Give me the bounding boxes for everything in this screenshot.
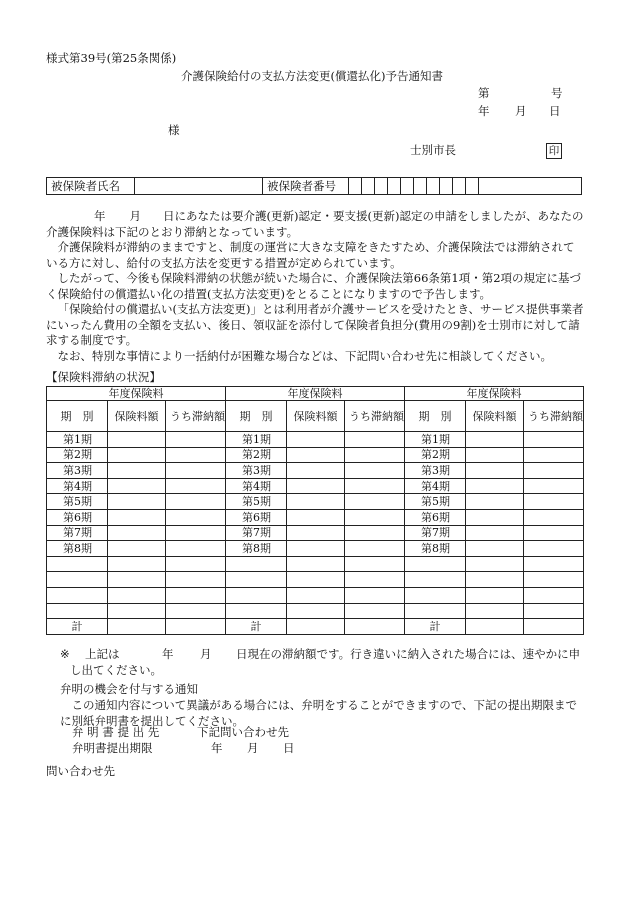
table-row [47, 509, 226, 525]
period-cell: 第1期 [47, 432, 108, 448]
table-row [226, 478, 405, 494]
arrears-cell[interactable] [166, 509, 226, 525]
premium-cell[interactable] [287, 478, 345, 494]
period-cell: 第2期 [47, 447, 108, 463]
table-row [47, 556, 226, 572]
period-cell: 第1期 [405, 432, 466, 448]
arrears-cell[interactable] [166, 603, 226, 619]
table-row [226, 556, 405, 572]
premium-cell[interactable] [287, 509, 345, 525]
premium-cell[interactable] [287, 525, 345, 541]
premium-cell[interactable] [108, 494, 166, 510]
arrears-cell[interactable] [524, 587, 584, 603]
table-row [226, 541, 405, 557]
appeal-text: この通知内容について異議がある場合には、弁明をすることができますので、下記の提出期限までに別紙弁明書を提出してください。 [60, 698, 578, 728]
premium-column-header: 保険料額 [108, 401, 166, 432]
appeal-deadline-day: 日 [283, 741, 295, 755]
arrears-cell[interactable] [345, 478, 405, 494]
premium-cell[interactable] [108, 447, 166, 463]
arrears-cell[interactable] [524, 478, 584, 494]
premium-cell[interactable] [466, 572, 524, 588]
arrears-cell[interactable] [166, 463, 226, 479]
premium-cell[interactable] [108, 509, 166, 525]
arrears-cell[interactable] [166, 541, 226, 557]
table-row [405, 432, 584, 448]
table-row [47, 572, 226, 588]
paragraph-3: したがって、今後も保険料滞納の状態が続いた場合に、介護保険法第66条第1項・第2項の規定に基づく保険給付の償還払い化の措置(支払方法変更)をとることになりますので予告します。 [46, 271, 582, 301]
insured-number-tail [479, 178, 581, 194]
period-cell [47, 587, 108, 603]
period-cell: 第8期 [226, 541, 287, 557]
table-row [47, 525, 226, 541]
period-column-header: 期 別 [226, 401, 287, 432]
period-cell: 第7期 [226, 525, 287, 541]
table-row [47, 463, 226, 479]
table-row [47, 494, 226, 510]
period-cell: 第2期 [226, 447, 287, 463]
table-row [226, 525, 405, 541]
period-cell: 第7期 [405, 525, 466, 541]
arrears-cell[interactable] [524, 463, 584, 479]
premium-cell[interactable] [108, 463, 166, 479]
arrears-column-header: うち滞納額 [524, 401, 584, 432]
insured-number-digit[interactable] [466, 178, 479, 194]
arrears-cell[interactable] [524, 556, 584, 572]
table-row [405, 478, 584, 494]
premium-total-cell[interactable] [466, 619, 524, 635]
insured-number-digit[interactable] [349, 178, 362, 194]
premium-cell[interactable] [287, 494, 345, 510]
insured-number-digit[interactable] [362, 178, 375, 194]
period-cell [47, 572, 108, 588]
period-cell [226, 587, 287, 603]
period-column-header: 期 別 [47, 401, 108, 432]
table-row [405, 572, 584, 588]
premium-cell[interactable] [466, 478, 524, 494]
premium-cell[interactable] [287, 603, 345, 619]
p1-year: 年 [94, 209, 106, 223]
note-prefix: 上記は [85, 647, 120, 661]
arrears-cell[interactable] [345, 447, 405, 463]
seal-stamp: 印 [546, 143, 562, 159]
appeal-deadline-label: 弁明書提出期限 [72, 741, 153, 755]
table-row [405, 509, 584, 525]
total-label: 計 [47, 619, 108, 635]
arrears-cell[interactable] [524, 494, 584, 510]
table-row [47, 432, 226, 448]
premium-cell[interactable] [108, 541, 166, 557]
note-month: 月 [200, 647, 212, 661]
form-number: 様式第39号(第25条関係) [46, 51, 177, 65]
fiscal-year-header: 年度保険料 [47, 387, 226, 401]
period-cell: 第4期 [47, 478, 108, 494]
period-cell: 第3期 [226, 463, 287, 479]
arrears-cell[interactable] [345, 494, 405, 510]
insured-number-digit[interactable] [401, 178, 414, 194]
table-row [226, 463, 405, 479]
arrears-cell[interactable] [166, 525, 226, 541]
period-cell: 第4期 [405, 478, 466, 494]
arrears-cell[interactable] [524, 572, 584, 588]
fiscal-year-header: 年度保険料 [226, 387, 405, 401]
premium-cell[interactable] [466, 447, 524, 463]
period-cell: 第6期 [405, 509, 466, 525]
table-row [226, 572, 405, 588]
total-label: 計 [405, 619, 466, 635]
arrears-cell[interactable] [166, 478, 226, 494]
period-cell: 第5期 [405, 494, 466, 510]
premium-cell[interactable] [108, 603, 166, 619]
arrears-cell[interactable] [345, 603, 405, 619]
table-row [226, 509, 405, 525]
paragraph-2: 介護保険料が滞納のままですと、制度の運営に大きな支障をきたすため、介護保険法では滞納されている方に対し、給付の支払方法を変更する措置が定められています。 [46, 240, 575, 270]
premium-cell[interactable] [287, 572, 345, 588]
arrears-cell[interactable] [345, 509, 405, 525]
table-row [405, 556, 584, 572]
premium-cell[interactable] [466, 494, 524, 510]
arrears-cell[interactable] [166, 556, 226, 572]
premium-total-cell[interactable] [287, 619, 345, 635]
note-year: 年 [162, 647, 174, 661]
paragraph-4: 「保険給付の償還払い(支払方法変更)」とは利用者が介護サービスを受けたとき、サービス提供事業者にいったん費用の全額を支払い、後日、領収証を添付して保険者負担分(費用の9割)を士別市に対して請求する制度です。 [46, 302, 584, 347]
period-cell: 第5期 [47, 494, 108, 510]
table-row [47, 478, 226, 494]
issue-date-month: 月 [515, 104, 527, 118]
insured-name-label: 被保険者氏名 [47, 178, 135, 194]
arrears-cell[interactable] [524, 525, 584, 541]
premium-cell[interactable] [108, 432, 166, 448]
insured-number-digit[interactable] [388, 178, 401, 194]
arrears-cell[interactable] [345, 541, 405, 557]
insured-name-field[interactable] [135, 178, 263, 194]
arrears-cell[interactable] [345, 587, 405, 603]
note-text: 日現在の滞納額です。行き違いに納入された場合には、速やかに申 [236, 647, 581, 661]
period-cell [226, 603, 287, 619]
period-cell: 第6期 [226, 509, 287, 525]
table-row [226, 447, 405, 463]
period-cell: 第4期 [226, 478, 287, 494]
arrears-cell[interactable] [166, 587, 226, 603]
period-cell [405, 556, 466, 572]
arrears-cell[interactable] [524, 432, 584, 448]
period-cell [226, 572, 287, 588]
insured-number-digit[interactable] [440, 178, 453, 194]
arrears-column-header: うち滞納額 [345, 401, 405, 432]
premium-cell[interactable] [108, 556, 166, 572]
table-row [405, 587, 584, 603]
insured-person-row [46, 177, 582, 195]
p1-month: 月 [129, 209, 141, 223]
premium-cell[interactable] [466, 603, 524, 619]
premium-cell[interactable] [466, 525, 524, 541]
period-cell: 第2期 [405, 447, 466, 463]
total-label: 計 [226, 619, 287, 635]
table-row [405, 603, 584, 619]
arrears-cell[interactable] [524, 603, 584, 619]
period-cell [226, 556, 287, 572]
recipient-suffix: 様 [168, 123, 180, 137]
arrears-total-cell[interactable] [524, 619, 584, 635]
appeal-heading: 弁明の機会を付与する通知 [60, 682, 198, 696]
doc-number-suffix: 号 [551, 86, 563, 100]
contact-label: 問い合わせ先 [46, 764, 115, 778]
total-row [47, 619, 226, 635]
premium-total-cell[interactable] [108, 619, 166, 635]
premium-cell[interactable] [287, 587, 345, 603]
premium-cell[interactable] [466, 509, 524, 525]
appeal-destination-value: 下記問い合わせ先 [197, 725, 289, 739]
premium-column-header: 保険料額 [466, 401, 524, 432]
premium-cell[interactable] [108, 525, 166, 541]
period-cell: 第5期 [226, 494, 287, 510]
arrears-total-cell[interactable] [345, 619, 405, 635]
issue-date-day: 日 [549, 104, 561, 118]
premium-cell[interactable] [466, 541, 524, 557]
arrears-cell[interactable] [345, 572, 405, 588]
arrears-cell[interactable] [524, 541, 584, 557]
arrears-total-cell[interactable] [166, 619, 226, 635]
premium-cell[interactable] [108, 478, 166, 494]
appeal-destination-label: 弁 明 書 提 出 先 [72, 725, 160, 739]
appeal-deadline-month: 月 [247, 741, 259, 755]
premium-column-header: 保険料額 [287, 401, 345, 432]
arrears-cell[interactable] [524, 509, 584, 525]
paragraph-5: なお、特別な事情により一括納付が困難な場合などは、下記問い合わせ先に相談してください。 [57, 349, 552, 363]
table-row [405, 541, 584, 557]
premium-table-3 [404, 386, 584, 635]
fiscal-year-header: 年度保険料 [405, 387, 584, 401]
premium-cell[interactable] [287, 432, 345, 448]
arrears-cell[interactable] [166, 494, 226, 510]
issuer: 士別市長 [410, 143, 456, 157]
period-cell: 第8期 [405, 541, 466, 557]
arrears-heading: 【保険料滞納の状況】 [46, 370, 161, 384]
arrears-cell[interactable] [345, 556, 405, 572]
period-cell [405, 603, 466, 619]
table-row [47, 587, 226, 603]
period-cell [47, 603, 108, 619]
premium-cell[interactable] [108, 572, 166, 588]
arrears-cell[interactable] [166, 432, 226, 448]
period-cell: 第1期 [226, 432, 287, 448]
table-row [405, 525, 584, 541]
period-cell: 第6期 [47, 509, 108, 525]
insured-number-digit[interactable] [427, 178, 440, 194]
premium-cell[interactable] [108, 587, 166, 603]
arrears-cell[interactable] [345, 463, 405, 479]
period-cell: 第3期 [405, 463, 466, 479]
premium-cell[interactable] [287, 463, 345, 479]
premium-cell[interactable] [287, 447, 345, 463]
total-row [405, 619, 584, 635]
period-cell: 第8期 [47, 541, 108, 557]
table-row [405, 494, 584, 510]
note-text-line2: し出てください。 [70, 663, 162, 677]
paragraph-1 [46, 209, 584, 240]
arrears-cell[interactable] [345, 432, 405, 448]
document-title: 介護保険給付の支払方法変更(償還払化)予告通知書 [181, 69, 443, 83]
insured-number-digit[interactable] [453, 178, 466, 194]
total-row [226, 619, 405, 635]
doc-number-prefix: 第 [478, 86, 490, 100]
issue-date-year: 年 [478, 104, 490, 118]
period-cell [405, 587, 466, 603]
period-cell [47, 556, 108, 572]
insured-number-label: 被保険者番号 [263, 178, 349, 194]
period-column-header: 期 別 [405, 401, 466, 432]
table-row [226, 432, 405, 448]
premium-table-1 [46, 386, 226, 635]
table-row [47, 447, 226, 463]
premium-cell[interactable] [466, 556, 524, 572]
arrears-cell[interactable] [166, 572, 226, 588]
arrears-cell[interactable] [524, 447, 584, 463]
table-row [405, 463, 584, 479]
arrears-cell[interactable] [345, 525, 405, 541]
appeal-deadline-year: 年 [211, 741, 223, 755]
premium-table-2 [225, 386, 405, 635]
period-cell [405, 572, 466, 588]
table-row [47, 541, 226, 557]
period-cell: 第3期 [47, 463, 108, 479]
premium-cell[interactable] [466, 587, 524, 603]
premium-cell[interactable] [287, 541, 345, 557]
table-row [226, 603, 405, 619]
period-cell: 第7期 [47, 525, 108, 541]
insured-number-digit[interactable] [414, 178, 427, 194]
insured-number-digit[interactable] [375, 178, 388, 194]
table-row [226, 587, 405, 603]
p1-text: 日にあなたは要介護(更新)認定・要支援(更新)認定の申請をしましたが、あなたの介護保険料は下記のとおり滞納となっています。 [46, 209, 584, 239]
arrears-column-header: うち滞納額 [166, 401, 226, 432]
arrears-cell[interactable] [166, 447, 226, 463]
table-row [47, 603, 226, 619]
table-row [226, 494, 405, 510]
premium-cell[interactable] [466, 432, 524, 448]
premium-cell[interactable] [287, 556, 345, 572]
note-mark: ※ [60, 647, 70, 661]
premium-cell[interactable] [466, 463, 524, 479]
table-row [405, 447, 584, 463]
